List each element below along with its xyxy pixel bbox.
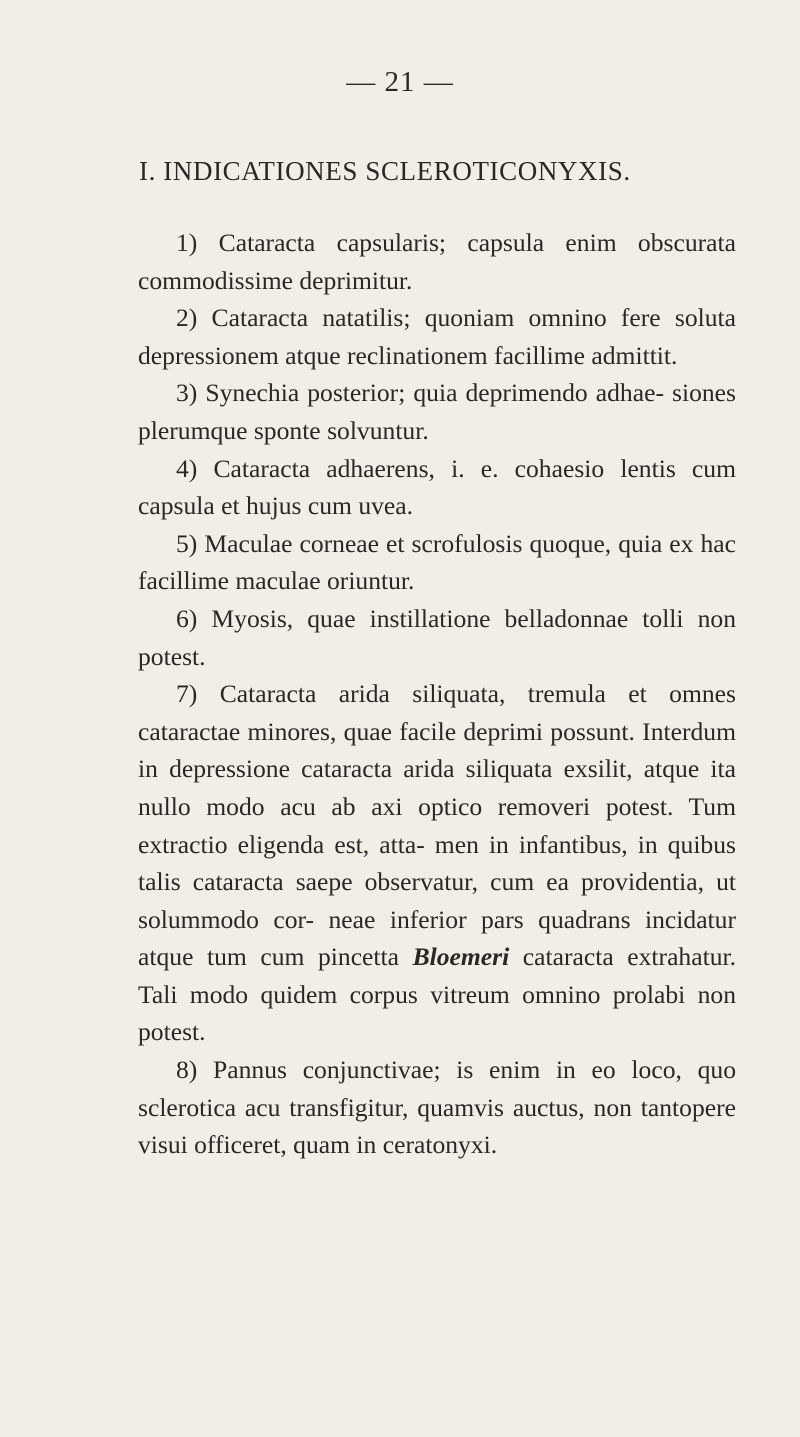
paragraph-6: 6) Myosis, quae instillatione belladonnae tolli non potest. [138,603,736,671]
paragraph-7-part-2: cataracta extrahatur. Tali modo quidem corpus vitreum omnino prolabi non potest. [138,942,736,1047]
paragraph-1: 1) Cataracta capsularis; capsula enim obscurata commodissime deprimitur. [138,228,736,295]
paragraph-7-part-1: 7) Cataracta arida siliquata, tremula et omnes cataractae minores, quae facile deprimi possunt. Interdum in depressione cataracta arida siliquata exsilit, atque ita nullo modo acu ab axi optico removeri potest. Tum extractio eligenda est, atta- men in infantibus, in quibus talis cataracta saepe observatur, cum ea providentia, ut solummodo cor- neae inferior pars quadrans incidatur atque tum cum pincetta [138,679,736,972]
paragraph-2: 2) Cataracta natatilis; quoniam omnino fere soluta depressionem atque reclinationem facillime admittit. [138,303,736,370]
italic-name: Bloemeri [412,942,510,972]
section-heading: I. INDICATIONES SCLEROTICONYXIS. [139,156,631,186]
body-text [138,224,736,1164]
paragraph-7 [138,675,736,1051]
paragraph-8: 8) Pannus conjunctivae; is enim in eo loco, quo sclerotica acu transfigitur, quamvis auctus, non tantopere visui officeret, quam in ceratonyxi. [138,1055,736,1160]
page-number: — 21 — [346,66,454,98]
paragraph-4: 4) Cataracta adhaerens, i. e. cohaesio lentis cum capsula et hujus cum uvea. [138,453,736,521]
paragraph-5: 5) Maculae corneae et scrofulosis quoque, quia ex hac facillime maculae oriuntur. [138,528,736,596]
paragraph-3: 3) Synechia posterior; quia deprimendo adhae- siones plerumque sponte solvuntur. [138,378,736,445]
